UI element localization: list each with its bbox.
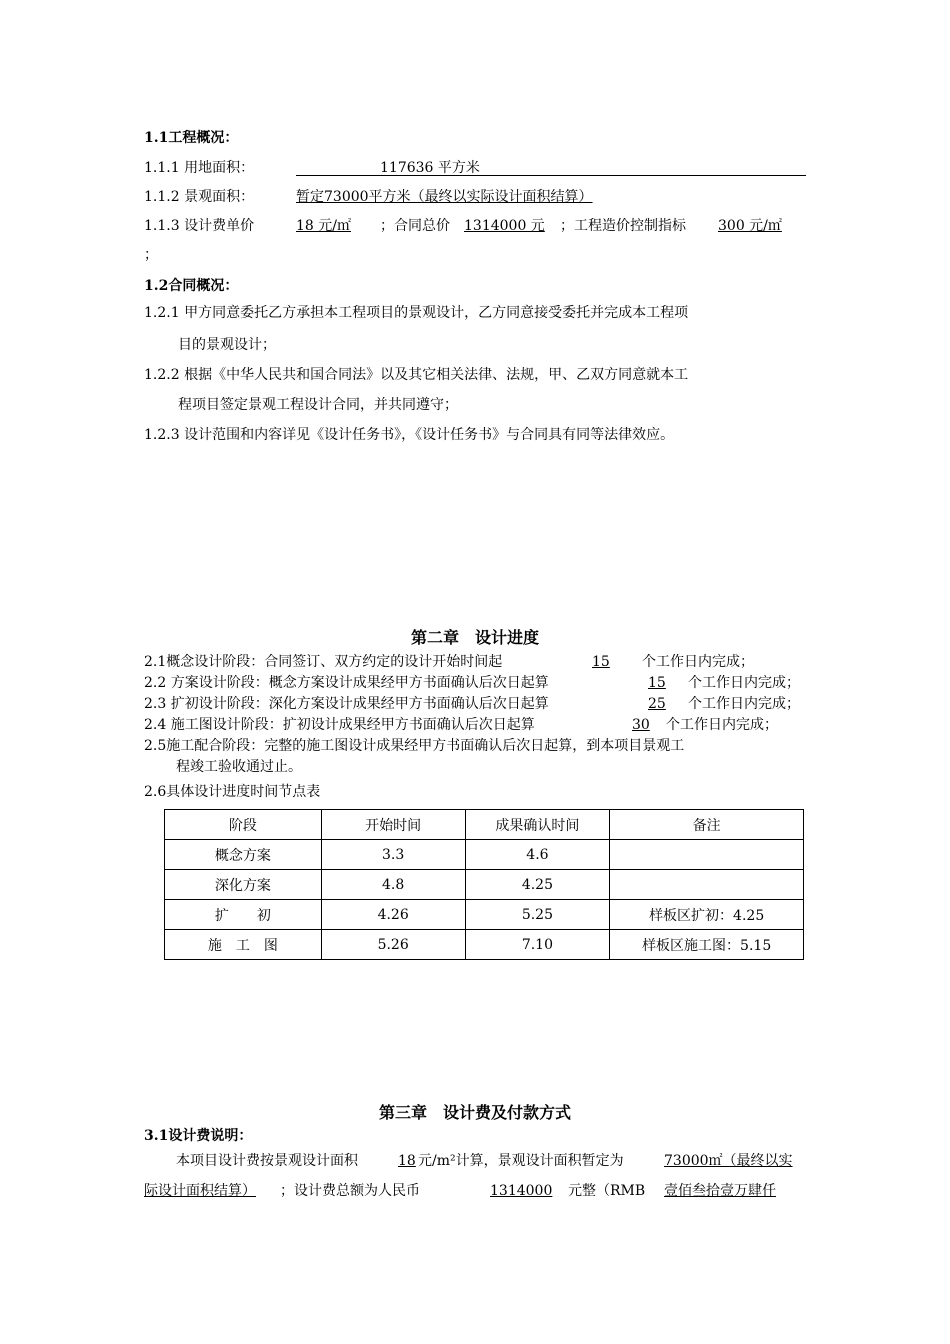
item-2-2-text: 2.2 方案设计阶段：概念方案设计成果经甲方书面确认后次日起算	[144, 675, 549, 691]
item-2-5-line2: 程竣工验收通过止。	[176, 759, 302, 775]
item-2-2-tail: 个工作日内完成；	[688, 675, 800, 691]
fee-desc-area: 73000㎡（最终以实	[664, 1153, 793, 1169]
table-cell	[610, 870, 804, 900]
clause-1-2-1-line2: 目的景观设计；	[178, 337, 276, 353]
item-2-6-text: 2.6具体设计进度时间节点表	[144, 784, 321, 800]
item-2-3-text: 2.3 扩初设计阶段：深化方案设计成果经甲方书面确认后次日起算	[144, 696, 549, 712]
item-2-4-days: 30	[632, 717, 650, 733]
table-cell: 样板区扩初：4.25	[610, 900, 804, 930]
fee-desc-rate: 18	[398, 1153, 416, 1169]
table-cell: 4.26	[321, 900, 465, 930]
fee-desc-total-value: 1314000	[490, 1183, 553, 1199]
item-2-1-days: 15	[592, 654, 610, 670]
table-header-cell: 开始时间	[321, 810, 465, 840]
item-2-3-tail: 个工作日内完成；	[688, 696, 800, 712]
fee-desc-line1-b: 元/m²计算，景观设计面积暂定为	[418, 1153, 624, 1169]
table-row	[165, 870, 804, 900]
table-cell: 深化方案	[165, 870, 322, 900]
table-cell: 概念方案	[165, 840, 322, 870]
table-row	[165, 900, 804, 930]
fee-desc-rmb-label: 元整（RMB	[568, 1183, 646, 1199]
table-cell: 3.3	[321, 840, 465, 870]
table-header-cell: 阶段	[165, 810, 322, 840]
section-heading-1-2: 1.2合同概况：	[144, 278, 239, 294]
item-2-4-text: 2.4 施工图设计阶段：扩初设计成果经甲方书面确认后次日起算	[144, 717, 535, 733]
section-heading-1-1: 1.1工程概况：	[144, 130, 239, 146]
cost-index-value: 300 元/㎡	[718, 218, 782, 234]
item-2-5-line1: 2.5施工配合阶段：完整的施工图设计成果经甲方书面确认后次日起算，到本项目景观工	[144, 738, 685, 754]
land-area-value: 117636 平方米	[380, 160, 480, 176]
table-row	[165, 840, 804, 870]
contract-total-label: ；合同总价	[380, 218, 450, 234]
fee-desc-area-cont: 际设计面积结算）	[144, 1183, 256, 1199]
schedule-table	[164, 809, 804, 960]
table-cell: 5.25	[465, 900, 610, 930]
fee-desc-rmb-value: 壹佰叁拾壹万肆仟	[664, 1183, 776, 1199]
semicolon-tail: ；	[144, 247, 158, 263]
table-cell: 4.6	[465, 840, 610, 870]
landscape-area-label: 1.1.2 景观面积：	[144, 189, 255, 205]
item-2-4-tail: 个工作日内完成；	[666, 717, 778, 733]
chapter-3-title: 第三章 设计费及付款方式	[378, 1103, 571, 1122]
land-area-label: 1.1.1 用地面积：	[144, 160, 255, 176]
clause-1-2-2-line2: 程项目签定景观工程设计合同，并共同遵守；	[178, 397, 458, 413]
table-header-cell: 备注	[610, 810, 804, 840]
land-area-underline	[296, 157, 806, 176]
cost-index-label: ；工程造价控制指标	[560, 218, 686, 234]
table-cell: 7.10	[465, 930, 610, 960]
item-2-1-text: 2.1概念设计阶段：合同签订、双方约定的设计开始时间起	[144, 654, 503, 670]
item-2-2-days: 15	[648, 675, 666, 691]
table-header-cell: 成果确认时间	[465, 810, 610, 840]
item-2-3-days: 25	[648, 696, 666, 712]
section-heading-3-1: 3.1设计费说明：	[144, 1128, 253, 1144]
table-header-row	[165, 810, 804, 840]
item-2-1-tail: 个工作日内完成；	[642, 654, 754, 670]
clause-1-2-2-line1: 1.2.2 根据《中华人民共和国合同法》以及其它相关法律、法规，甲、乙双方同意就本工	[144, 367, 689, 383]
landscape-area-value: 暂定73000平方米（最终以实际设计面积结算）	[296, 189, 593, 205]
clause-1-2-1-line1: 1.2.1 甲方同意委托乙方承担本工程项目的景观设计，乙方同意接受委托并完成本工程项	[144, 305, 689, 321]
table-cell: 样板区施工图：5.15	[610, 930, 804, 960]
contract-total-value: 1314000 元	[464, 218, 545, 234]
table-cell: 扩 初	[165, 900, 322, 930]
chapter-2-title: 第二章 设计进度	[410, 628, 539, 647]
table-cell: 4.25	[465, 870, 610, 900]
clause-1-2-3: 1.2.3 设计范围和内容详见《设计任务书》，《设计任务书》与合同具有同等法律效应。	[144, 427, 675, 443]
table-cell: 5.26	[321, 930, 465, 960]
fee-desc-line1-a: 本项目设计费按景观设计面积	[176, 1153, 358, 1169]
table-row	[165, 930, 804, 960]
design-fee-unit-price: 18 元/㎡	[296, 218, 351, 234]
design-fee-label: 1.1.3 设计费单价	[144, 218, 255, 234]
table-cell	[610, 840, 804, 870]
table-cell: 施 工 图	[165, 930, 322, 960]
table-cell: 4.8	[321, 870, 465, 900]
fee-desc-total-label: ；设计费总额为人民币	[280, 1183, 420, 1199]
